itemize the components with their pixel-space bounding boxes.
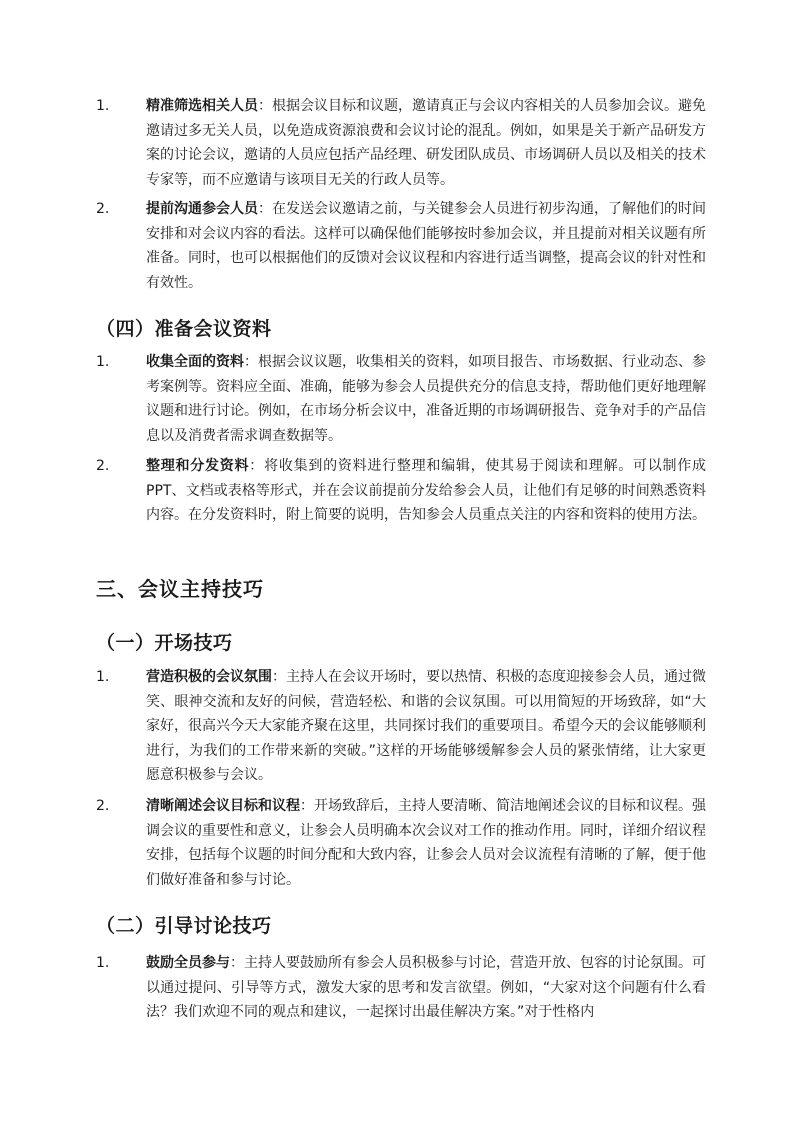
- list-item-title: 精准筛选相关人员: [146, 98, 258, 114]
- list-item-title: 收集全面的资料: [146, 354, 244, 370]
- list-item-number: 1.: [96, 354, 110, 370]
- list-item-text: 开场致辞后，主持人要清晰、简洁地阐述会议的目标和议程。强调会议的重要性和意义，让参会人员明确本次会议对工作的推动作用。同时，详细介绍议程安排，包括每个议题的时间分配和大致内容，让参会人员对会议流程有清晰的了解，便于他们做好准备和参与讨论。: [146, 798, 706, 888]
- list-item-body: [146, 665, 706, 788]
- list-item-text: 根据会议议题，收集相关的资料，如项目报告、市场数据、行业动态、参考案例等。资料应全面、准确，能够为参会人员提供充分的信息支持，帮助他们更好地理解议题和进行讨论。例如，在市场分析会议中，准备近期的市场调研报告、竞争对手的产品信息以及消费者需求调查数据等。: [146, 354, 706, 444]
- chapter-heading: 三、会议主持技巧: [96, 577, 264, 601]
- list-item: [96, 350, 706, 448]
- list-item-separator: ：: [230, 955, 244, 971]
- list-item-separator: ：: [272, 669, 286, 685]
- list-item-title: 整理和分发资料: [146, 458, 250, 474]
- list-item-number: 2.: [96, 798, 110, 814]
- list-item: [96, 665, 706, 788]
- list-item-text: 主持人在会议开场时，要以热情、积极的态度迎接参会人员，通过微笑、眼神交流和友好的问候，营造轻松、和谐的会议氛围。可以用简短的开场致辞，如“大家好，很高兴今天大家能齐聚在这里，共同探讨我们的重要项目。希望今天的会议能够顺利进行，为我们的工作带来新的突破。”这样的开场能够缓解参会人员的紧张情绪，让大家更愿意积极参与会议。: [146, 669, 706, 783]
- list-item-body: [146, 94, 706, 192]
- list-item-number: 2.: [96, 201, 110, 217]
- list-item-body: [146, 794, 706, 892]
- list-item-number: 2.: [96, 458, 110, 474]
- section-heading: （二）引导讨论技巧: [96, 915, 272, 937]
- section-heading: （四）准备会议资料: [96, 318, 272, 340]
- list-item: [96, 951, 706, 1025]
- list-item-title: 鼓励全员参与: [146, 955, 230, 971]
- list-item-separator: ：: [249, 458, 265, 474]
- list-item-body: [146, 350, 706, 448]
- list-item-body: [146, 197, 706, 295]
- list-item: [96, 794, 706, 892]
- list-item-number: 1.: [96, 669, 110, 685]
- list-item-separator: ：: [244, 354, 258, 370]
- list-item: [96, 197, 706, 295]
- list-item-text: 主持人要鼓励所有参会人员积极参与讨论，营造开放、包容的讨论氛围。可以通过提问、引导等方式，激发大家的思考和发言欲望。例如，“大家对这个问题有什么看法？我们欢迎不同的观点和建议，一起探讨出最佳解决方案。”对于性格内: [146, 955, 706, 1020]
- list-item-text: 根据会议目标和议题，邀请真正与会议内容相关的人员参加会议。避免邀请过多无关人员，以免造成资源浪费和会议讨论的混乱。例如，如果是关于新产品研发方案的讨论会议，邀请的人员应包括产品经理、研发团队成员、市场调研人员以及相关的技术专家等，而不应邀请与该项目无关的行政人员等。: [146, 98, 706, 188]
- list-item-number: 1.: [96, 98, 110, 114]
- list-item-text: 在发送会议邀请之前，与关键参会人员进行初步沟通，了解他们的时间安排和对会议内容的看法。这样可以确保他们能够按时参加会议，并且提前对相关议题有所准备。同时，也可以根据他们的反馈对会议议程和内容进行适当调整，提高会议的针对性和有效性。: [146, 201, 706, 291]
- list-item-body: [146, 454, 706, 528]
- list-item-title: 营造积极的会议氛围: [146, 669, 272, 685]
- list-item-separator: ：: [300, 798, 314, 814]
- list-item-number: 1.: [96, 955, 110, 971]
- section-heading: （一）开场技巧: [96, 632, 233, 654]
- list-item-text: 将收集到的资料进行整理和编辑，使其易于阅读和理解。可以制作成 PPT、文档或表格等形式，并在会议前提前分发给参会人员，让他们有足够的时间熟悉资料内容。在分发资料时，附上简要的说明，告知参会人员重点关注的内容和资料的使用方法。: [146, 458, 707, 523]
- list-item-separator: ：: [258, 98, 272, 114]
- list-item-title: 清晰阐述会议目标和议程: [146, 798, 300, 814]
- list-item: [96, 454, 706, 528]
- list-item-body: [146, 951, 706, 1025]
- list-item-separator: ：: [258, 201, 272, 217]
- list-item-title: 提前沟通参会人员: [146, 201, 258, 217]
- list-item: [96, 94, 706, 192]
